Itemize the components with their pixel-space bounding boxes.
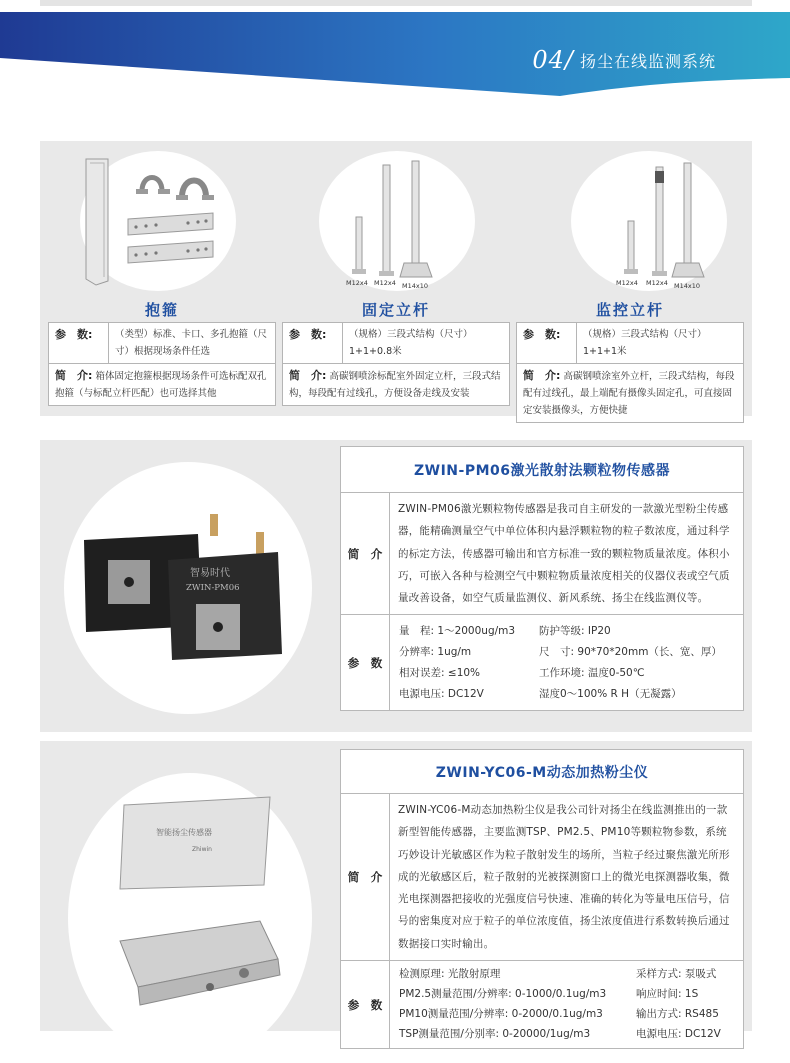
param-item: 尺 寸: 90*70*20mm（长、宽、厚）: [539, 646, 722, 659]
param-item: 湿度0～100% R H（无凝露）: [539, 688, 682, 701]
spec-value: [517, 364, 744, 423]
yc06-panel: [40, 741, 752, 1041]
yc06-detail-table: [340, 793, 744, 1049]
pole-label: M14x10: [402, 282, 428, 290]
spec-text: 高碳钢喷涂室外立杆，三段式结构，每段配有过线孔，最上端配有摄像头固定孔，可直接固定安装摄像头，方便快捷: [523, 371, 735, 416]
param-item: 采样方式: 泵吸式: [636, 968, 717, 981]
params-label: 参 数: [341, 961, 390, 1049]
spec-value: （规格）三段式结构（尺寸）1+1+0.8米: [343, 323, 510, 364]
device-brand-text: 智易时代: [190, 568, 230, 579]
monitor-pole-spec-table: [516, 322, 744, 423]
spec-value: （类型）标准、卡口、多孔抱箍（尺寸）根据现场条件任选: [109, 323, 276, 364]
spec-row: [49, 323, 276, 364]
spec-label: 参 数:: [283, 323, 343, 364]
param-item: 防护等级: IP20: [539, 625, 611, 638]
pole-label: M12x4: [374, 279, 396, 287]
param-item: 检测原理: 光散射原理: [399, 968, 501, 981]
spec-row: [283, 323, 510, 364]
intro-label: 简 介: [341, 794, 390, 961]
spec-label: 简 介:: [55, 369, 93, 382]
params-row: [341, 961, 744, 1049]
section-title: 扬尘在线监测系统: [579, 51, 716, 71]
param-item: TSP测量范围/分别率: 0-20000/1ug/m3: [399, 1028, 591, 1041]
intro-text: ZWIN-YC06-M动态加热粉尘仪是我公司针对扬尘在线监测推出的一款新型智能传感器，主要监测TSP、PM2.5、PM10等颗粒物参数，系统巧妙设计光敏感区作为粒子散射发生的场所，当粒子经过聚焦激光所形成的光敏感区后，粒子散射的光被探测窗口上的微光电探测器收集，微光电探测器把接收的光强度信号快速、准确的转化为等量电压信号，信号的密集度对应于粒子的单位浓度值，扬尘浓度值进行系数转换后通过数据接口实时输出。: [390, 794, 744, 961]
spec-value: [49, 364, 276, 406]
fixed-pole-spec-table: [282, 322, 510, 406]
param-item: 电源电压: DC12V: [636, 1028, 721, 1041]
device-brand-text: Zhiwin: [192, 846, 212, 853]
params-grid: [391, 616, 742, 709]
intro-row: [341, 794, 744, 961]
hoop-spec-table: [48, 322, 276, 406]
spec-label: 简 介:: [289, 369, 327, 382]
intro-row: [341, 493, 744, 615]
pm06-device-illustration: [78, 510, 308, 670]
spec-value: [283, 364, 510, 406]
param-item: PM2.5测量范围/分辨率: 0-1000/0.1ug/m3: [399, 988, 607, 1001]
pm06-title: ZWIN-PM06激光散射法颗粒物传感器: [340, 446, 744, 493]
param-item: 输出方式: RS485: [636, 1008, 719, 1021]
params-row: [341, 615, 744, 711]
accessories-panel: [40, 141, 752, 416]
param-item: 量 程: 1～2000ug/m3: [399, 625, 516, 638]
spec-value: （规格）三段式结构（尺寸）1+1+1米: [577, 323, 744, 364]
intro-label: 简 介: [341, 493, 390, 615]
intro-text: ZWIN-PM06激光颗粒物传感器是我司自主研发的一款激光型粉尘传感器，能精确测量空气中单位体积内悬浮颗粒物的粒子数浓度，通过科学的标定方法，传感器可输出和官方标准一致的颗粒物质量浓度。体积小巧，可嵌入各种与检测空气中颗粒物质量浓度相关的仪器仪表或空气质量改善设备，如空气质量监测仪、新风系统、扬尘在线监测仪等。: [390, 493, 744, 615]
param-item: 响应时间: 1S: [636, 988, 699, 1001]
pole-label: M12x4: [616, 279, 638, 287]
pm06-panel: [40, 440, 752, 732]
spec-text: 高碳钢喷涂标配室外固定立杆，三段式结构，每段配有过线孔，方便设备走线及安装: [289, 371, 501, 399]
device-model-text: ZWIN-PM06: [186, 583, 240, 593]
device-label-text: 智能扬尘传感器: [156, 828, 212, 837]
pole-label: M12x4: [646, 279, 668, 287]
pole-label: M12x4: [346, 279, 368, 287]
pole-label: M14x10: [674, 282, 700, 290]
params-grid: [391, 962, 742, 1047]
params-cell: [390, 615, 744, 711]
spec-row: [517, 364, 744, 423]
param-item: 工作环境: 温度0-50℃: [539, 667, 645, 680]
params-cell: [390, 961, 744, 1049]
param-item: 分辨率: 1ug/m: [399, 646, 472, 659]
param-item: PM10测量范围/分辨率: 0-2000/0.1ug/m3: [399, 1008, 603, 1021]
fixed-pole-illustration: [342, 157, 452, 292]
section-number: 04/: [532, 46, 574, 74]
section-heading: [532, 44, 716, 76]
spec-row: [517, 323, 744, 364]
product-name: 固定立杆: [361, 301, 430, 319]
product-name: 抱箍: [144, 301, 179, 319]
params-label: 参 数: [341, 615, 390, 711]
hoop-illustration: [78, 155, 248, 295]
spec-label: 参 数:: [517, 323, 577, 364]
yc06-title: ZWIN-YC06-M动态加热粉尘仪: [340, 749, 744, 795]
param-item: 相对误差: ≤10%: [399, 667, 481, 680]
product-name: 监控立杆: [595, 301, 664, 319]
pm06-detail-table: [340, 492, 744, 711]
yc06-device-illustration: [114, 791, 294, 1031]
spec-row: [283, 364, 510, 406]
spec-text: 箱体固定抱箍根据现场条件可选标配双孔抱箍（与标配立杆匹配）也可选择其他: [55, 371, 267, 399]
spec-label: 简 介:: [523, 369, 561, 382]
param-item: 电源电压: DC12V: [399, 688, 484, 701]
spec-row: [49, 364, 276, 406]
monitor-pole-illustration: [586, 157, 716, 292]
spec-label: 参 数:: [49, 323, 109, 364]
